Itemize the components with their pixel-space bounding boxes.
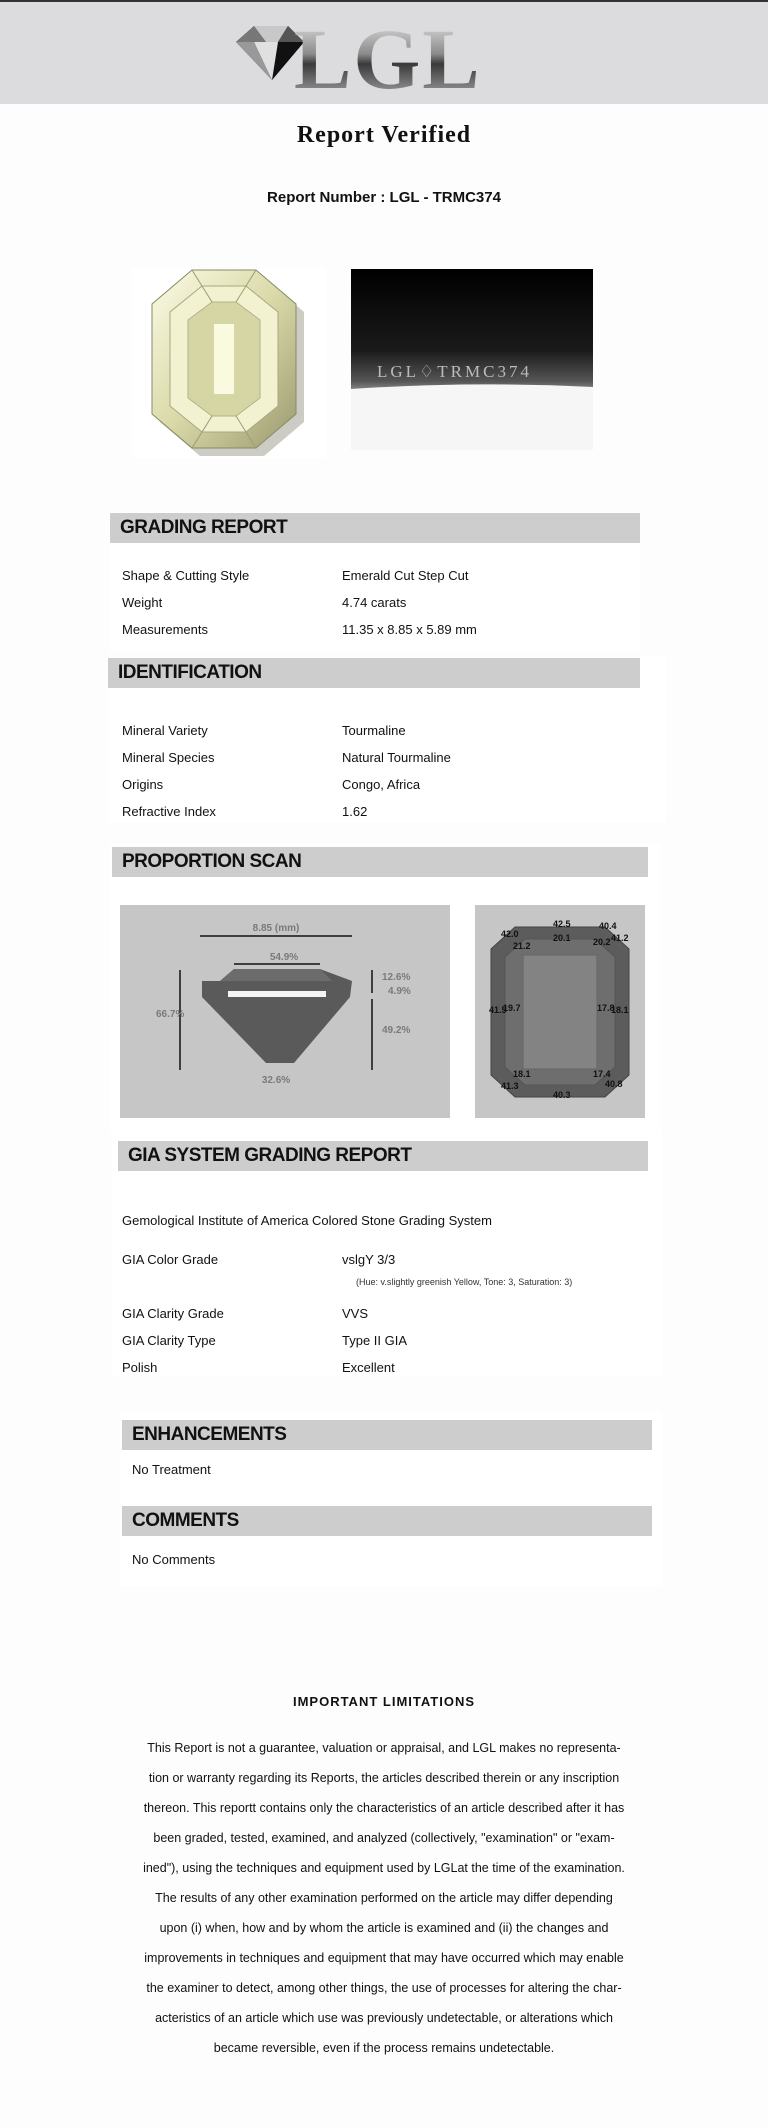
inscription-text: LGL♢TRMC374: [377, 362, 532, 381]
facet-label: 19.7: [503, 1003, 521, 1013]
depth-label: 66.7%: [156, 1009, 185, 1020]
row-label: GIA Color Grade: [122, 1252, 219, 1267]
row-value: 4.74 carats: [342, 595, 407, 610]
logo-text: LGL: [294, 16, 482, 94]
row-label: Polish: [122, 1360, 158, 1375]
lgl-logo[interactable]: [232, 16, 492, 94]
facet-label: 40.8: [605, 1079, 623, 1089]
row-label: Shape & Cutting Style: [122, 568, 250, 583]
limitations-line: ined"), using the techniques and equipment used by LGLat the time of the examination.: [143, 1861, 625, 1875]
limitations-line: The results of any other examination performed on the article may differ depending: [155, 1891, 613, 1905]
limitations-line: improvements in techniques and equipment that may have occurred which may enable: [144, 1951, 624, 1965]
grading-report-heading: GRADING REPORT: [110, 513, 640, 543]
facet-label: 40.3: [553, 1090, 571, 1100]
gia-report-heading: GIA SYSTEM GRADING REPORT: [118, 1141, 648, 1171]
site-header: [0, 2, 768, 104]
enhancements-heading: ENHANCEMENTS: [122, 1420, 652, 1450]
hue-note: (Hue: v.slightly greenish Yellow, Tone: 3, Saturation: 3): [356, 1277, 573, 1287]
row-value: Excellent: [342, 1360, 395, 1375]
pavilion-label: 49.2%: [382, 1025, 411, 1036]
row-label: Origins: [122, 777, 164, 792]
facet-label: 42.0: [501, 929, 519, 939]
row-value: VVS: [342, 1306, 369, 1321]
culet-label: 32.6%: [261, 1075, 291, 1086]
facet-label: 42.5: [553, 919, 571, 929]
limitations-line: been graded, tested, examined, and analyzed (collectively, "examination" or "exam-: [153, 1831, 615, 1845]
facet-label: 41.2: [611, 933, 629, 943]
girdle-label: 4.9%: [388, 986, 411, 997]
width-label: 8.85 (mm): [252, 923, 300, 934]
facet-label: 17.8: [597, 1003, 615, 1013]
row-value: Tourmaline: [342, 723, 406, 738]
row-value: Type II GIA: [342, 1333, 408, 1348]
gemstone-photo: [132, 268, 326, 458]
limitations-heading: IMPORTANT LIMITATIONS: [292, 1694, 476, 1709]
row-value: Emerald Cut Step Cut: [342, 568, 469, 583]
girdle-inscription-photo: [351, 269, 593, 450]
comments-heading: COMMENTS: [122, 1506, 652, 1536]
row-label: Mineral Variety: [122, 723, 208, 738]
limitations-text: [116, 1733, 652, 2063]
facet-label: 41.5: [489, 1005, 507, 1015]
facet-label: 20.1: [553, 933, 571, 943]
limitations-line: the examiner to detect, among other things, the use of processes for altering the char-: [146, 1981, 622, 1995]
row-value: Natural Tourmaline: [342, 750, 451, 765]
row-label: GIA Clarity Type: [122, 1333, 216, 1348]
row-label: Refractive Index: [122, 804, 216, 819]
report-number: Report Number : LGL - TRMC374: [267, 189, 501, 206]
comments-value: No Comments: [132, 1552, 216, 1567]
row-value: 11.35 x 8.85 x 5.89 mm: [342, 622, 477, 637]
row-value: 1.62: [342, 804, 368, 819]
limitations-line: thereon. This reportt contains only the characteristics of an article described after it has: [143, 1801, 625, 1815]
limitations-line: acteristics of an article which use was previously undetectable, or alterations which: [155, 2011, 613, 2025]
page-title: Report Verified: [296, 122, 472, 148]
facet-label: 21.2: [513, 941, 531, 951]
row-label: Mineral Species: [122, 750, 215, 765]
row-value: Congo, Africa: [342, 777, 421, 792]
facet-label: 18.1: [513, 1069, 531, 1079]
side-profile-diagram: [120, 905, 450, 1118]
facet-label: 18.1: [611, 1005, 629, 1015]
enhancements-value: No Treatment: [132, 1462, 211, 1477]
facet-label: 41.3: [501, 1081, 519, 1091]
top-view-diagram: [475, 905, 645, 1118]
proportion-scan-heading: PROPORTION SCAN: [112, 847, 648, 877]
limitations-line: This Report is not a guarantee, valuation or appraisal, and LGL makes no representa-: [147, 1741, 621, 1755]
row-label: Weight: [122, 595, 163, 610]
identification-heading: IDENTIFICATION: [108, 658, 640, 688]
facet-label: 20.2: [593, 937, 611, 947]
row-label: Measurements: [122, 622, 208, 637]
row-value: vslgY 3/3: [342, 1252, 396, 1267]
gia-intro: Gemological Institute of America Colored Stone Grading System: [122, 1213, 492, 1228]
row-label: GIA Clarity Grade: [122, 1306, 224, 1321]
facet-label: 40.4: [599, 921, 617, 931]
table-label: 54.9%: [269, 952, 299, 963]
facet-label: 17.4: [593, 1069, 611, 1079]
limitations-line: tion or warranty regarding its Reports, the articles described therein or any inscription: [148, 1771, 620, 1785]
crown-label: 12.6%: [382, 972, 411, 983]
limitations-line: became reversible, even if the process remains undetectable.: [213, 2041, 555, 2055]
limitations-line: upon (i) when, how and by whom the article is examined and (ii) the changes and: [159, 1921, 609, 1935]
